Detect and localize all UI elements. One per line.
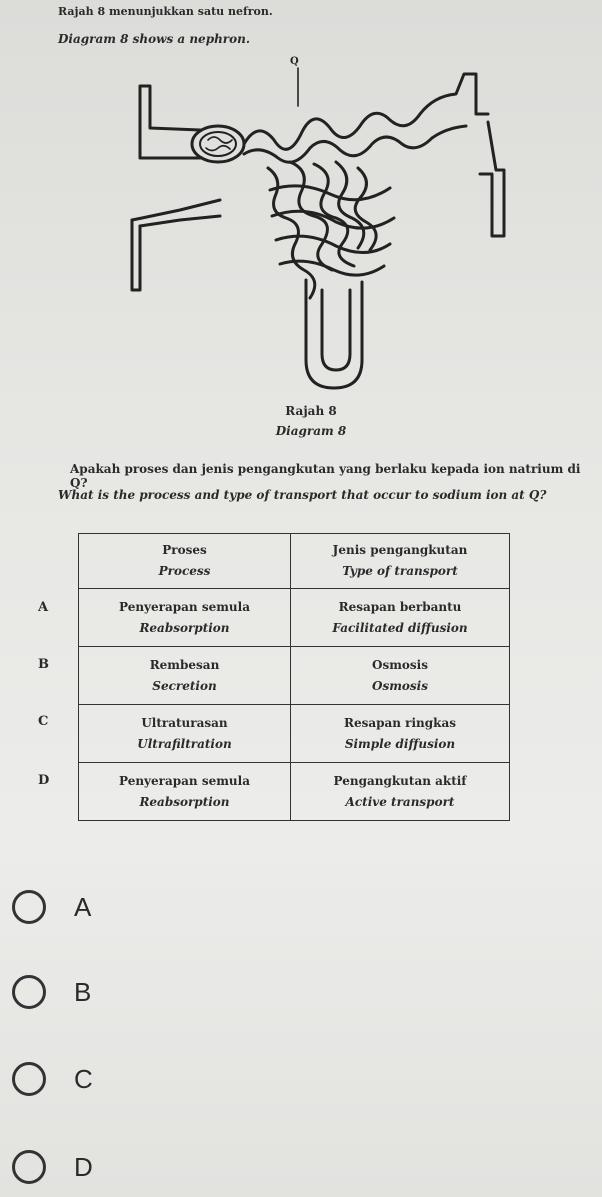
transport-en: Simple diffusion (344, 736, 456, 751)
radio-c[interactable] (12, 1062, 46, 1096)
choice-d[interactable] (12, 1150, 93, 1184)
row-label-d: D (38, 773, 50, 788)
process-en: Reabsorption (139, 620, 230, 635)
transport-en: Active transport (345, 794, 455, 809)
question-title-en: Diagram 8 shows a nephron. (58, 32, 251, 46)
transport-en: Osmosis (372, 678, 428, 693)
table-row (79, 647, 510, 705)
radio-b[interactable] (12, 975, 46, 1009)
transport-ms: Osmosis (372, 657, 428, 672)
transport-ms: Resapan berbantu (338, 599, 462, 614)
process-en: Secretion (152, 678, 217, 693)
process-ms: Rembesan (149, 657, 220, 672)
transport-ms: Pengangkutan aktif (333, 773, 467, 788)
choice-b[interactable] (12, 975, 91, 1009)
table-row (79, 763, 510, 821)
process-en: Ultrafiltration (137, 736, 232, 751)
header-process-ms: Proses (162, 543, 207, 557)
choice-a[interactable] (12, 890, 91, 924)
table-row (79, 705, 510, 763)
question-prompt-ms: Apakah proses dan jenis pengangkutan yang berlaku kepada ion natrium di Q? (70, 462, 581, 490)
nephron-diagram (100, 50, 540, 400)
options-table (78, 533, 510, 821)
process-en: Reabsorption (139, 794, 230, 809)
row-label-c: C (38, 714, 49, 729)
choice-d-label: D (74, 1151, 93, 1182)
choice-b-label: B (74, 976, 92, 1007)
choice-c-label: C (74, 1063, 93, 1094)
choice-c[interactable] (12, 1062, 93, 1096)
diagram-caption-en: Diagram 8 (275, 424, 347, 438)
transport-en: Facilitated diffusion (332, 620, 468, 635)
radio-d[interactable] (12, 1150, 46, 1184)
diagram-caption-ms: Rajah 8 (285, 404, 337, 418)
header-process (79, 534, 291, 589)
header-transport (291, 534, 510, 589)
question-title-ms: Rajah 8 menunjukkan satu nefron. (58, 5, 273, 18)
process-ms: Penyerapan semula (119, 599, 250, 614)
choice-a-label: A (74, 891, 92, 922)
table-row (79, 589, 510, 647)
radio-a[interactable] (12, 890, 46, 924)
process-ms: Penyerapan semula (119, 773, 250, 788)
transport-ms: Resapan ringkas (343, 715, 457, 730)
point-q-label: Q (290, 56, 299, 67)
row-label-b: B (38, 657, 49, 672)
row-label-a: A (38, 600, 49, 615)
header-transport-en: Type of transport (342, 564, 458, 578)
table-header-row (79, 534, 510, 589)
question-prompt-en: What is the process and type of transport that occur to sodium ion at Q? (58, 488, 547, 502)
header-process-en: Process (158, 564, 211, 578)
header-transport-ms: Jenis pengangkutan (332, 543, 468, 557)
process-ms: Ultraturasan (141, 715, 228, 730)
